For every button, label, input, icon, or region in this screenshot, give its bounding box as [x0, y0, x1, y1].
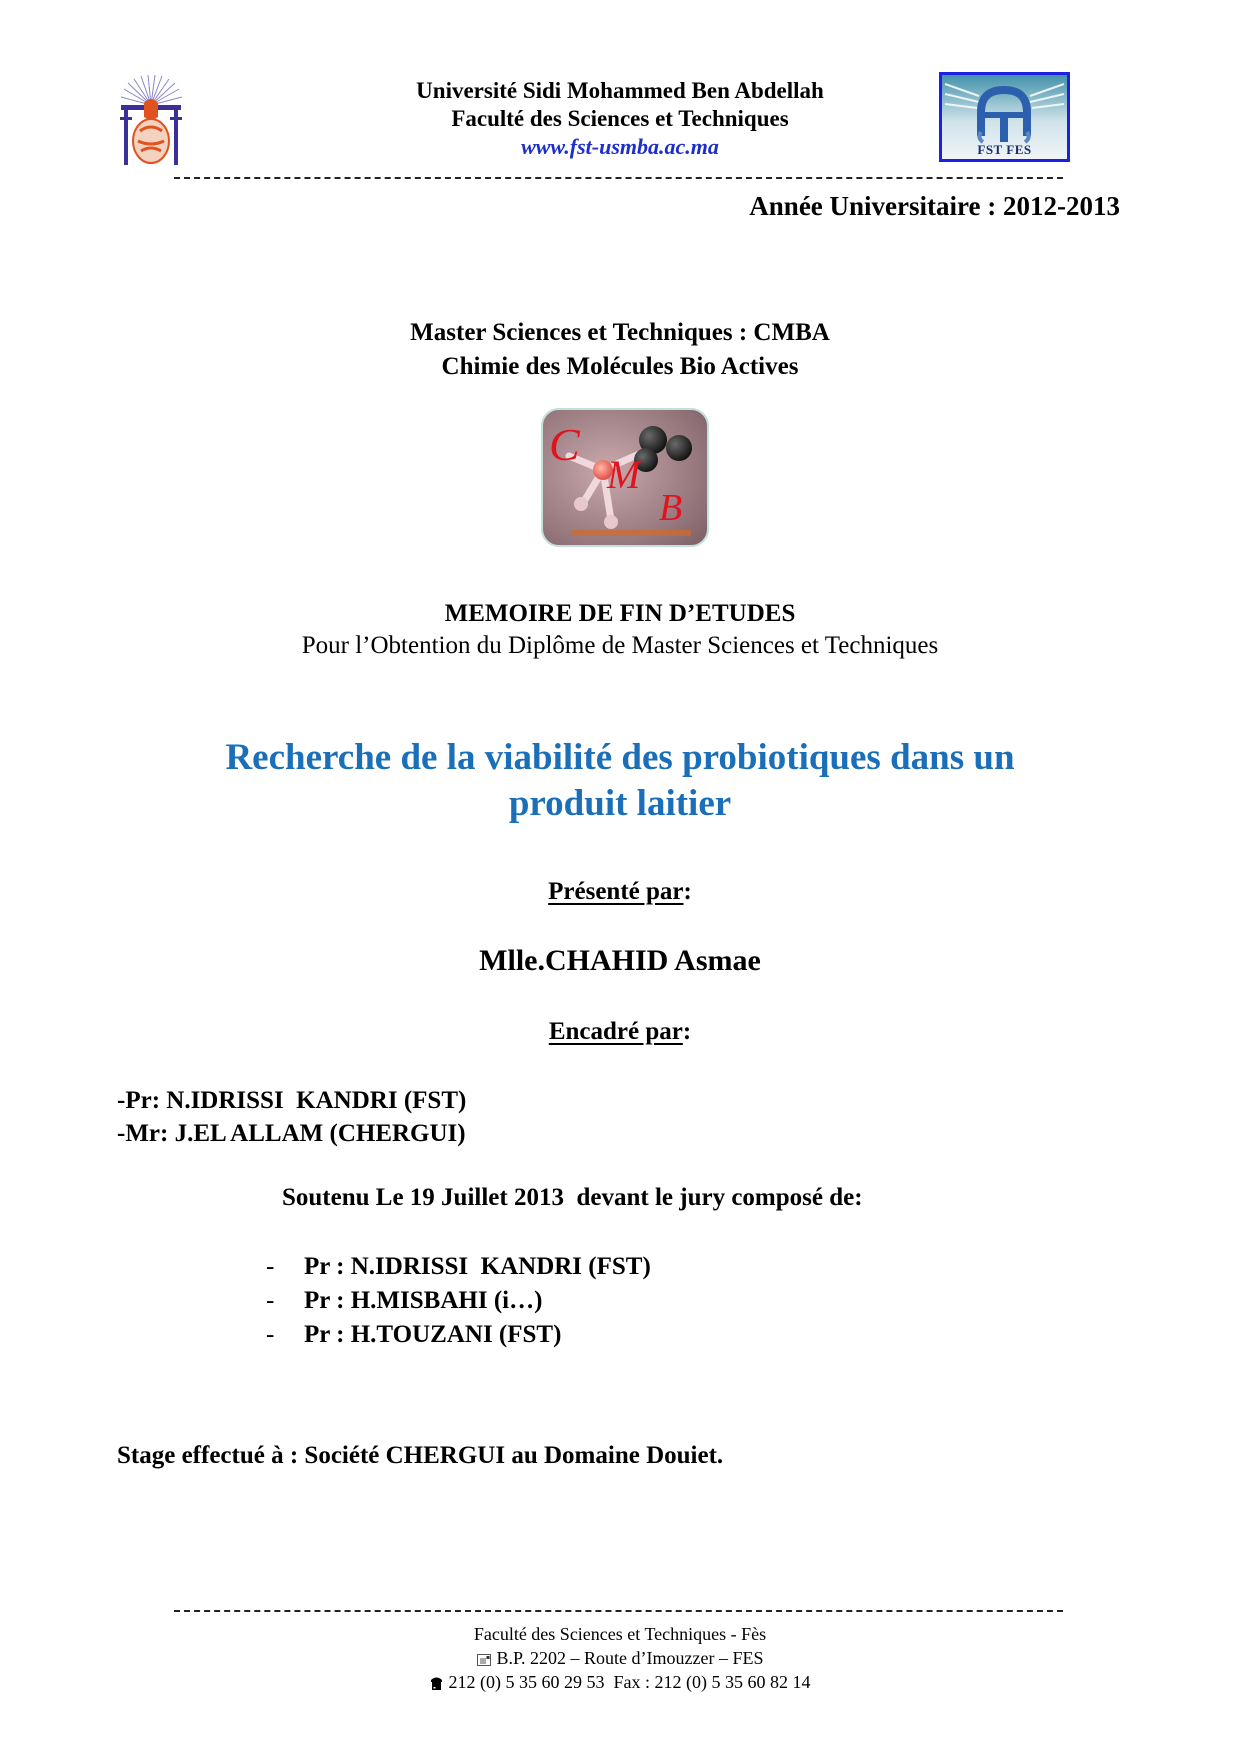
footer-divider	[174, 1610, 1063, 1612]
defense-statement: Soutenu Le 19 Juillet 2013 devant le jury composé de:	[282, 1184, 863, 1211]
supervisor-item: -Mr: J.EL ALLAM (CHERGUI)	[117, 1120, 466, 1147]
jury-item	[266, 1318, 651, 1352]
supervised-by-colon: :	[682, 1018, 692, 1045]
faculty-name: Faculté des Sciences et Techniques	[451, 106, 789, 131]
footer-address-text: B.P. 2202 – Route d’Imouzzer – FES	[496, 1648, 764, 1668]
supervised-by-label	[0, 1018, 1240, 1046]
jury-bullet: -	[266, 1321, 275, 1348]
student-name: Mlle.CHAHID Asmae	[479, 944, 761, 977]
cmb-molecule-logo	[541, 408, 709, 547]
presented-by-label	[0, 878, 1240, 906]
website-link[interactable]: www.fst-usmba.ac.ma	[521, 134, 719, 159]
program-title: Master Sciences et Techniques : CMBA	[410, 319, 830, 346]
presented-by-colon: :	[683, 878, 692, 905]
fst-fes-logo-label: FST FES	[977, 142, 1032, 157]
telephone-icon	[430, 1672, 443, 1696]
thesis-title-line2: produit laitier	[508, 783, 732, 824]
fst-fes-logo	[939, 72, 1070, 162]
jury-member: Pr : H.MISBAHI (i…)	[304, 1287, 543, 1314]
thesis-purpose: Pour l’Obtention du Diplôme de Master Sciences et Techniques	[301, 632, 939, 659]
jury-member: Pr : H.TOUZANI (FST)	[304, 1321, 562, 1348]
supervisor-list	[117, 1084, 466, 1150]
jury-list	[266, 1250, 651, 1352]
svg-text:M: M	[607, 452, 641, 497]
university-name: Université Sidi Mohammed Ben Abdellah	[416, 78, 824, 103]
jury-member: Pr : N.IDRISSI KANDRI (FST)	[304, 1253, 651, 1280]
jury-bullet: -	[266, 1287, 275, 1314]
jury-item	[266, 1250, 651, 1284]
supervisor-item: -Pr: N.IDRISSI KANDRI (FST)	[117, 1087, 467, 1114]
footer-phone-text: 212 (0) 5 35 60 29 53 Fax : 212 (0) 5 35 60 82 14	[448, 1672, 811, 1692]
thesis-title-line1: Recherche de la viabilité des probiotiques dans un	[225, 737, 1015, 778]
presented-by-text: Présenté par	[548, 878, 684, 905]
supervised-by-text: Encadré par	[548, 1018, 683, 1045]
header-divider	[174, 177, 1063, 179]
thesis-type: MEMOIRE DE FIN D’ETUDES	[444, 600, 796, 627]
academic-year: Année Universitaire : 2012-2013	[749, 191, 1120, 221]
jury-item	[266, 1284, 651, 1318]
footer-address	[0, 1646, 1240, 1672]
svg-text:B: B	[659, 487, 683, 529]
internship-location: Stage effectué à : Société CHERGUI au Domaine Douiet.	[117, 1442, 724, 1469]
mail-icon	[477, 1648, 491, 1672]
footer-faculty: Faculté des Sciences et Techniques - Fès	[473, 1624, 767, 1644]
footer-phone	[0, 1670, 1240, 1696]
jury-bullet: -	[266, 1253, 275, 1280]
program-subtitle: Chimie des Molécules Bio Actives	[441, 353, 799, 380]
svg-text:C: C	[549, 419, 580, 470]
